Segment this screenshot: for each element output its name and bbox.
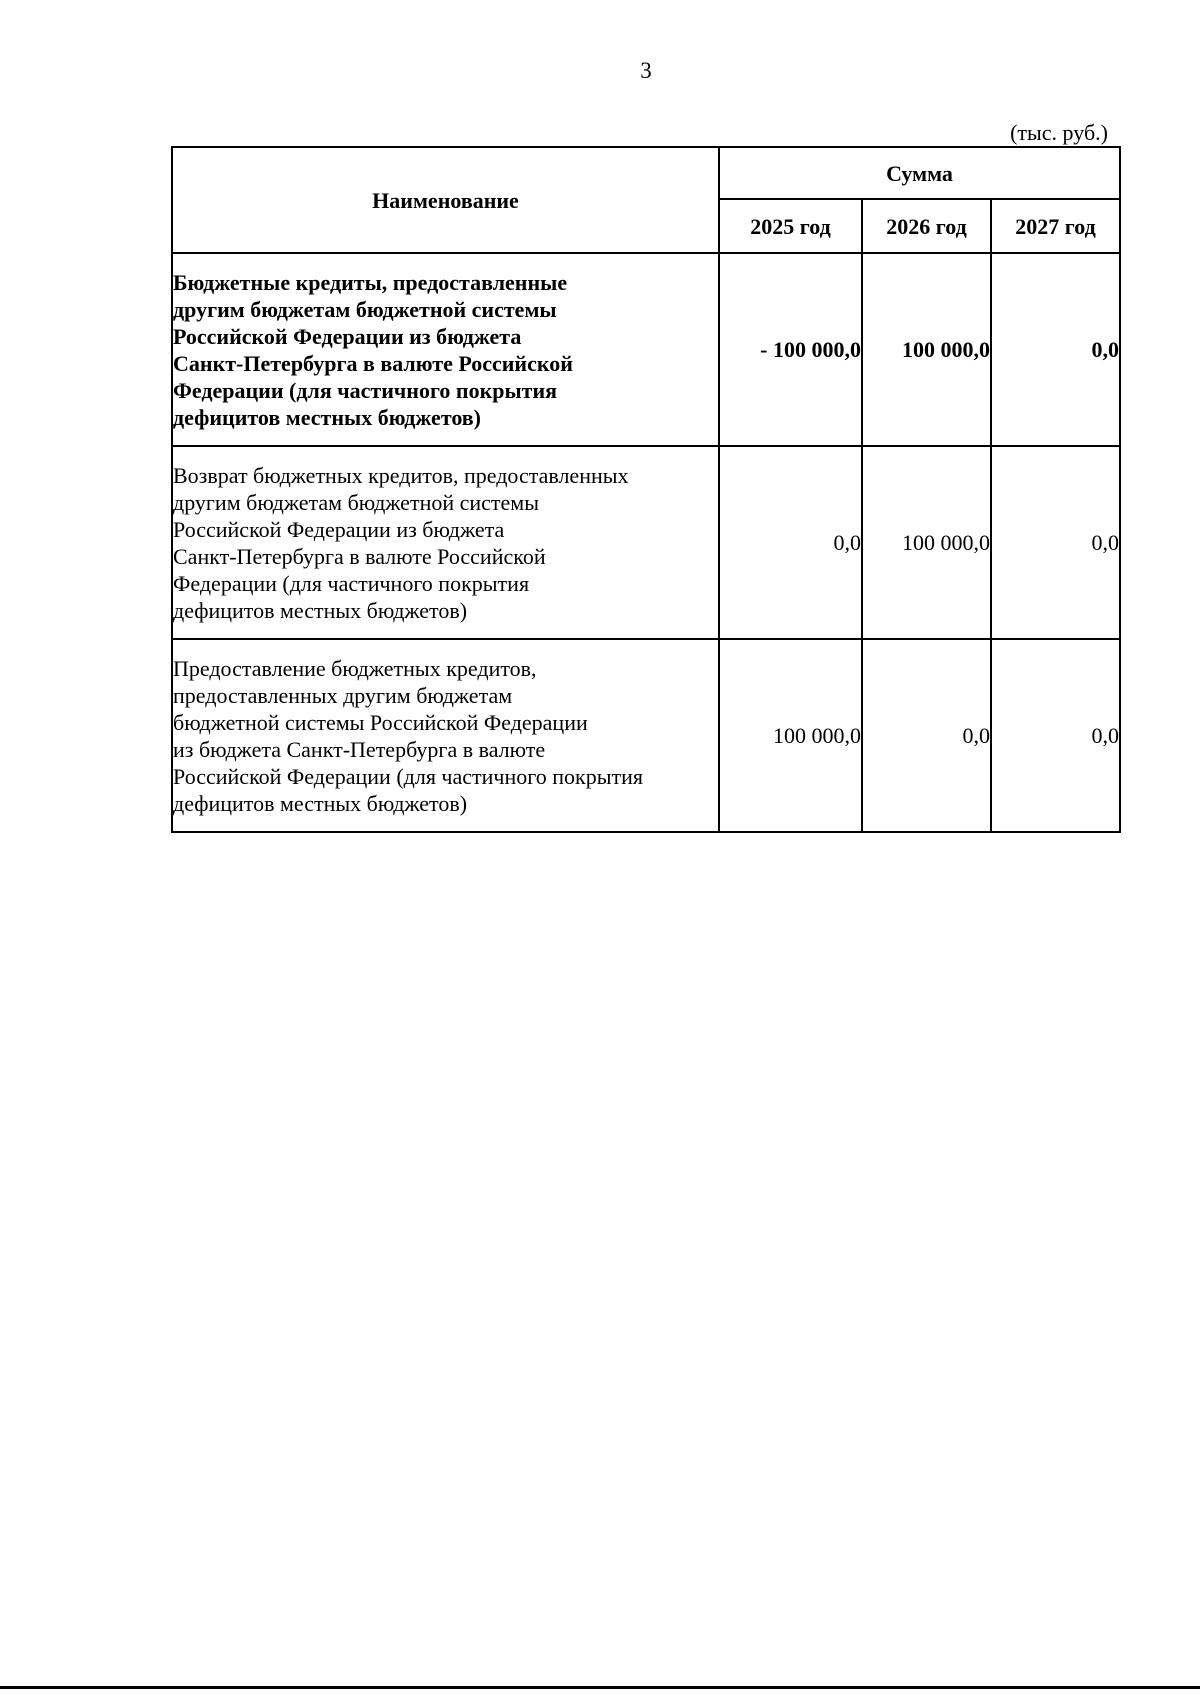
- value-2027: 0,0: [991, 446, 1120, 639]
- row-name-line: Санкт-Петербурга в валюте Российской: [173, 350, 573, 376]
- row-name-line: Российской Федерации из бюджета: [173, 516, 505, 542]
- value-2027: 0,0: [991, 253, 1120, 446]
- row-name-line: Возврат бюджетных кредитов, предоставленных: [173, 462, 629, 488]
- table-row-credit-return: [172, 446, 1120, 639]
- value-2027: 0,0: [991, 639, 1120, 832]
- header-year-2026: 2026 год: [862, 199, 991, 253]
- header-name: Наименование: [172, 147, 719, 253]
- value-2026: 100 000,0: [862, 253, 991, 446]
- table-row-credit-provision: [172, 639, 1120, 832]
- row-name-line: другим бюджетам бюджетной системы: [173, 489, 539, 515]
- row-name-line: бюджетной системы Российской Федерации: [173, 709, 588, 735]
- bottom-scan-rule: [0, 1686, 1200, 1689]
- header-year-2027: 2027 год: [991, 199, 1120, 253]
- budget-table: [171, 146, 1121, 833]
- row-name-line: дефицитов местных бюджетов): [173, 597, 468, 623]
- row-name-line: дефицитов местных бюджетов): [173, 404, 481, 430]
- value-2026: 0,0: [862, 639, 991, 832]
- row-name-line: Бюджетные кредиты, предоставленные: [173, 269, 568, 295]
- row-name-line: предоставленных другим бюджетам: [173, 682, 513, 708]
- page-number: 3: [640, 58, 652, 83]
- row-name-cell: [172, 639, 719, 832]
- row-name-line: Санкт-Петербурга в валюте Российской: [173, 543, 546, 569]
- row-name-line: дефицитов местных бюджетов): [173, 790, 468, 816]
- row-name-line: Российской Федерации (для частичного покрытия: [173, 763, 643, 789]
- header-sum: Сумма: [719, 147, 1120, 199]
- value-2025: 0,0: [719, 446, 862, 639]
- table-row-budget-credits: [172, 253, 1120, 446]
- row-name-cell: [172, 253, 719, 446]
- value-2025: 100 000,0: [719, 639, 862, 832]
- row-name-cell: [172, 446, 719, 639]
- units-label: (тыс. руб.): [1010, 120, 1108, 145]
- value-2026: 100 000,0: [862, 446, 991, 639]
- row-name-line: Федерации (для частичного покрытия: [173, 377, 558, 403]
- row-name-line: Федерации (для частичного покрытия: [173, 570, 530, 596]
- row-name-line: из бюджета Санкт-Петербурга в валюте: [173, 736, 546, 762]
- row-name-line: другим бюджетам бюджетной системы: [173, 296, 557, 322]
- value-2025: - 100 000,0: [719, 253, 862, 446]
- header-year-2025: 2025 год: [719, 199, 862, 253]
- row-name-line: Предоставление бюджетных кредитов,: [173, 655, 537, 681]
- row-name-line: Российской Федерации из бюджета: [173, 323, 522, 349]
